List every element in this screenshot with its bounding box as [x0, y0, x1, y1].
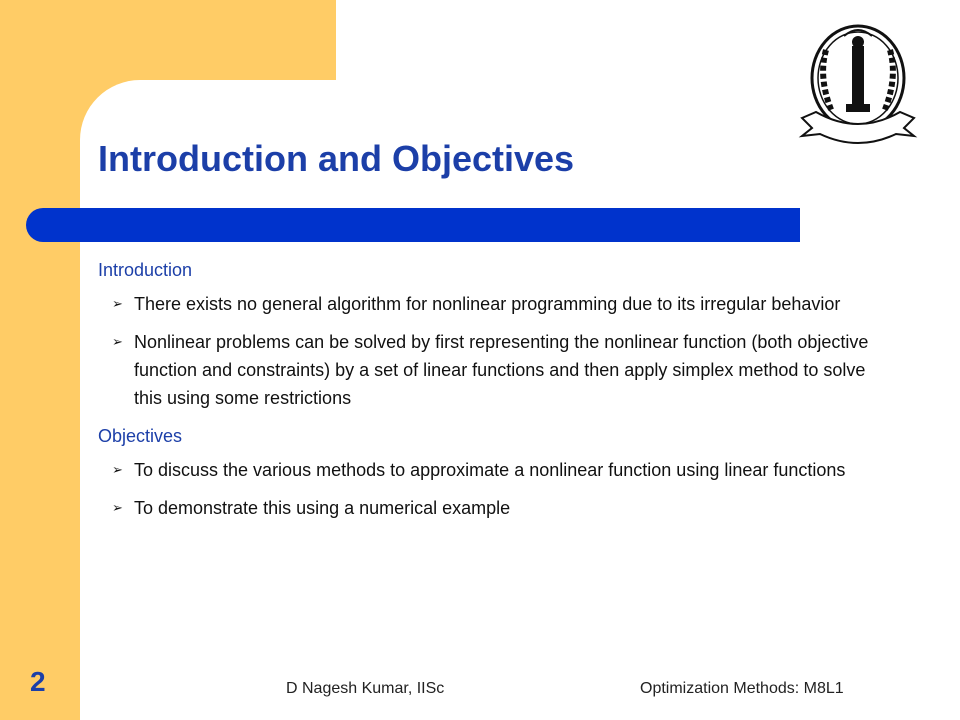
institute-seal-logo [796, 20, 946, 150]
arrow-bullet-icon: ➢ [112, 462, 123, 477]
introduction-heading: Introduction [98, 260, 193, 280]
slide-title: Introduction and Objectives [98, 138, 575, 179]
introduction-bullet-1 [98, 290, 888, 318]
objectives-heading: Objectives [98, 426, 183, 446]
title-underline-bar [26, 208, 800, 242]
bullet-text: Nonlinear problems can be solved by first representing the nonlinear function (both objective function and constraints) by a set of linear functions and then apply simplex method to solve this using some restrictions [134, 332, 869, 408]
introduction-bullet-2 [98, 328, 888, 412]
arrow-bullet-icon: ➢ [112, 334, 123, 349]
page-number: 2 [30, 666, 46, 697]
footer-author: D Nagesh Kumar, IISc [286, 680, 445, 697]
arrow-bullet-icon: ➢ [112, 500, 123, 515]
top-accent-block [0, 0, 336, 80]
institute-seal-icon [796, 20, 946, 150]
bullet-text: To demonstrate this using a numerical example [134, 498, 511, 518]
objectives-bullet-1 [98, 456, 888, 484]
bullet-text: There exists no general algorithm for nonlinear programming due to its irregular behavior [134, 294, 841, 314]
objectives-bullet-2 [98, 494, 888, 522]
footer-course: Optimization Methods: M8L1 [640, 680, 844, 697]
arrow-bullet-icon: ➢ [112, 296, 123, 311]
bullet-text: To discuss the various methods to approximate a nonlinear function using linear functions [134, 460, 846, 480]
slide-content [98, 256, 888, 532]
left-accent-strip [0, 0, 80, 720]
